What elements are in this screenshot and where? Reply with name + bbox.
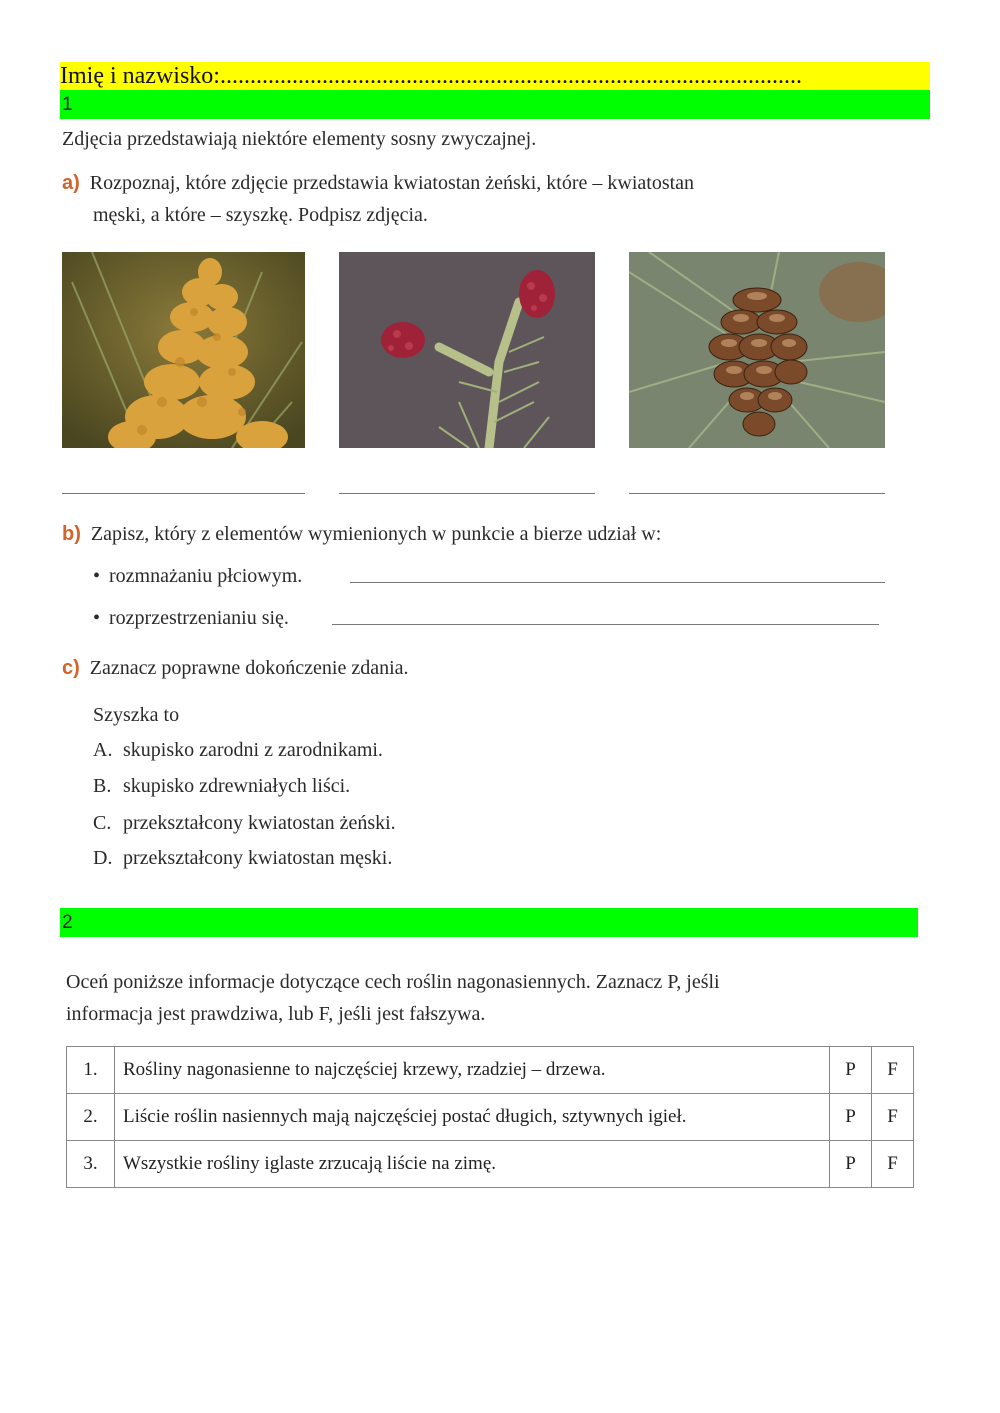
row-number: 2. xyxy=(67,1094,115,1141)
table-row xyxy=(67,1094,914,1141)
false-option[interactable]: F xyxy=(872,1094,914,1141)
task-2-intro-line2: informacja jest prawdziwa, lub F, jeśli jest fałszywa. xyxy=(66,1003,486,1025)
name-field[interactable]: Imię i nazwisko:................................................................................................. xyxy=(60,62,930,90)
row-statement: Wszystkie rośliny iglaste zrzucają liście na zimę. xyxy=(115,1141,830,1188)
photo-3-answer-line[interactable] xyxy=(629,493,885,494)
option-c[interactable] xyxy=(93,812,396,835)
table-row xyxy=(67,1141,914,1188)
bullet-1-answer-line[interactable] xyxy=(350,582,885,583)
task-1-header: 1 xyxy=(60,90,930,119)
question-b-text: Zapisz, który z elementów wymienionych w punkcie a bierze udział w: xyxy=(90,523,662,545)
option-letter: D. xyxy=(93,847,113,869)
photo-1-answer-line[interactable] xyxy=(62,493,305,494)
question-b-label: b) xyxy=(62,523,81,545)
true-option[interactable]: P xyxy=(830,1141,872,1188)
row-number: 3. xyxy=(67,1141,115,1188)
false-option[interactable]: F xyxy=(872,1141,914,1188)
false-option[interactable]: F xyxy=(872,1047,914,1094)
question-c-stem: Szyszka to xyxy=(93,704,180,726)
option-letter: B. xyxy=(93,775,112,797)
option-text: skupisko zarodni z zarodnikami. xyxy=(123,739,383,761)
bullet-item xyxy=(93,565,302,588)
question-c-text: Zaznacz poprawne dokończenie zdania. xyxy=(89,657,409,679)
question-a-label: a) xyxy=(62,172,80,194)
row-number: 1. xyxy=(67,1047,115,1094)
question-c-label: c) xyxy=(62,657,80,679)
bullet-text: rozprzestrzenianiu się. xyxy=(109,607,289,629)
question-c xyxy=(62,657,409,680)
bullet-item xyxy=(93,607,289,630)
question-a-line1: Rozpoznaj, które zdjęcie przedstawia kwiatostan żeński, które – kwiatostan xyxy=(89,172,695,194)
task-2-header: 2 xyxy=(60,908,918,937)
row-statement: Liście roślin nasiennych mają najczęściej postać długich, sztywnych igieł. xyxy=(115,1094,830,1141)
true-option[interactable]: P xyxy=(830,1094,872,1141)
bullet-text: rozmnażaniu płciowym. xyxy=(109,565,303,587)
option-d[interactable] xyxy=(93,847,392,870)
option-letter: C. xyxy=(93,812,112,834)
option-text: przekształcony kwiatostan żeński. xyxy=(123,812,396,834)
question-b xyxy=(62,523,661,546)
true-option[interactable]: P xyxy=(830,1047,872,1094)
bullet-dot: • xyxy=(93,607,101,629)
photo-2-answer-line[interactable] xyxy=(339,493,595,494)
true-false-table xyxy=(66,1046,914,1188)
option-text: przekształcony kwiatostan męski. xyxy=(123,847,393,869)
photo-female-inflorescence xyxy=(339,252,595,448)
row-statement: Rośliny nagonasienne to najczęściej krzewy, rzadziej – drzewa. xyxy=(115,1047,830,1094)
option-b[interactable] xyxy=(93,775,350,798)
option-text: skupisko zdrewniałych liści. xyxy=(123,775,351,797)
task-1-intro: Zdjęcia przedstawiają niektóre elementy sosny zwyczajnej. xyxy=(62,128,537,150)
question-a-line2: męski, a które – szyszkę. Podpisz zdjęcia. xyxy=(93,204,428,226)
photo-male-inflorescence xyxy=(62,252,305,448)
option-a[interactable] xyxy=(93,739,383,762)
table-row xyxy=(67,1047,914,1094)
photo-pine-cone xyxy=(629,252,885,448)
task-2-intro-line1: Oceń poniższe informacje dotyczące cech roślin nagonasiennych. Zaznacz P, jeśli xyxy=(66,971,720,993)
question-a xyxy=(62,172,862,195)
bullet-2-answer-line[interactable] xyxy=(332,624,879,625)
bullet-dot: • xyxy=(93,565,101,587)
option-letter: A. xyxy=(93,739,113,761)
